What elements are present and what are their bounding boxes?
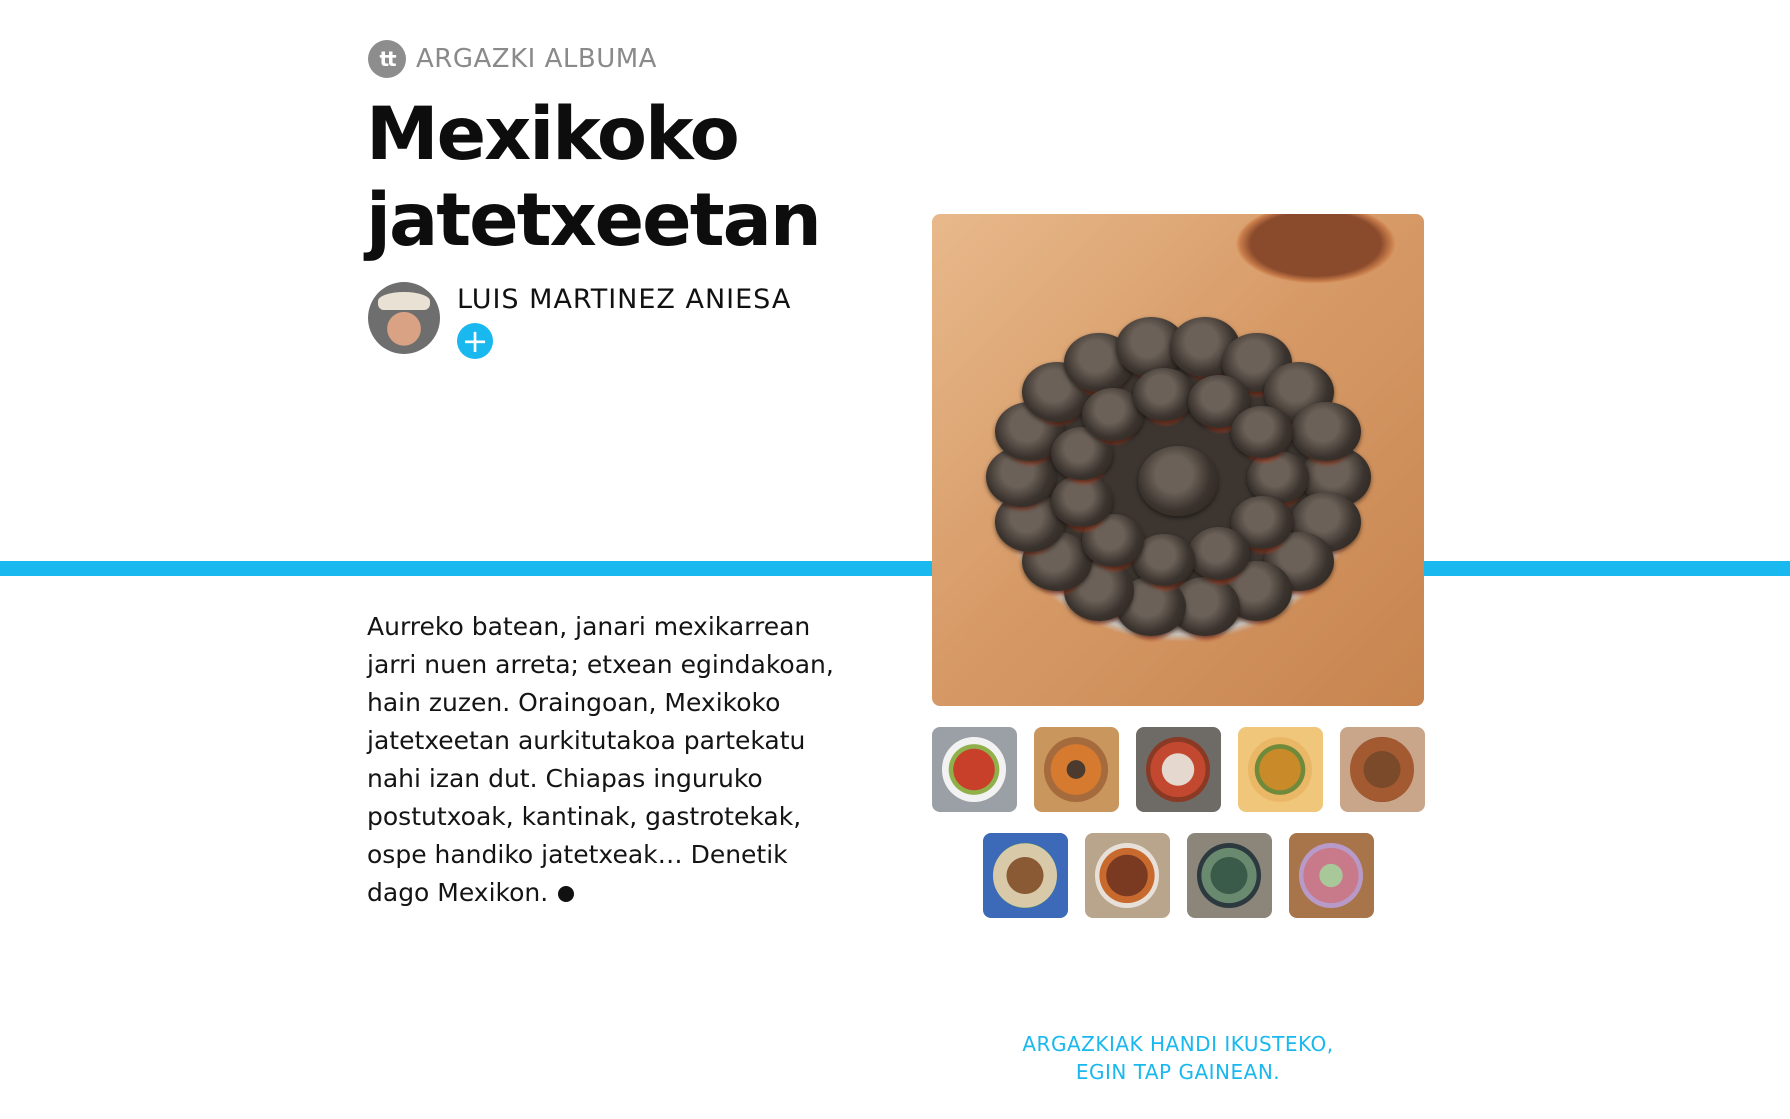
end-mark-icon [558, 886, 574, 902]
tap-hint-line2: EGIN TAP GAINEAN. [1075, 1060, 1281, 1084]
main-photo[interactable] [932, 214, 1424, 706]
follow-author-button[interactable] [457, 323, 493, 359]
thumbnail-7[interactable] [1085, 833, 1170, 918]
thumbnail-1[interactable] [932, 727, 1017, 812]
photo-cake-detail [1188, 527, 1250, 580]
photo-cake-detail [1133, 368, 1195, 421]
photo-cake-detail [1138, 446, 1218, 516]
plus-icon: + [461, 322, 489, 360]
thumbnail-3[interactable] [1136, 727, 1221, 812]
author-block [368, 282, 791, 359]
photo-cake-detail [1231, 406, 1293, 459]
thumbnail-row-2 [930, 833, 1426, 918]
thumbnail-9[interactable] [1289, 833, 1374, 918]
page-title [366, 92, 826, 264]
thumbnail-4[interactable] [1238, 727, 1323, 812]
page-title-line1: Mexikoko [366, 92, 738, 177]
photo-cake-detail [1291, 402, 1361, 462]
article-body-text: Aurreko batean, janari mexikarrean jarri nuen arreta; etxean egindakoan, hain zuzen. Oraingoan, Mexikoko jatetxeetan aurkitutakoa partekatu nahi izan dut. Chiapas inguruko postutxoak, kantinak, gastrotekak, ospe handiko jatetxeak… Denetik dago Mexikon. [367, 612, 834, 907]
thumbnail-row-1 [930, 727, 1426, 812]
section-label-text: ARGAZKI ALBUMA [416, 44, 657, 74]
thumbnail-gallery [930, 727, 1426, 939]
author-avatar[interactable] [368, 282, 440, 354]
author-name[interactable]: LUIS MARTINEZ ANIESA [457, 284, 792, 315]
tap-hint-line1: ARGAZKIAK HANDI IKUSTEKO, [1022, 1032, 1334, 1056]
thumbnail-8[interactable] [1187, 833, 1272, 918]
page-title-line2: jatetxeetan [366, 178, 820, 263]
thumbnail-2[interactable] [1034, 727, 1119, 812]
tap-hint [940, 1030, 1416, 1086]
thumbnail-5[interactable] [1340, 727, 1425, 812]
section-label [368, 40, 657, 78]
thumbnail-6[interactable] [983, 833, 1068, 918]
tt-logo-icon: tt [368, 40, 406, 78]
accent-divider [0, 561, 1790, 576]
article-body [367, 608, 847, 912]
